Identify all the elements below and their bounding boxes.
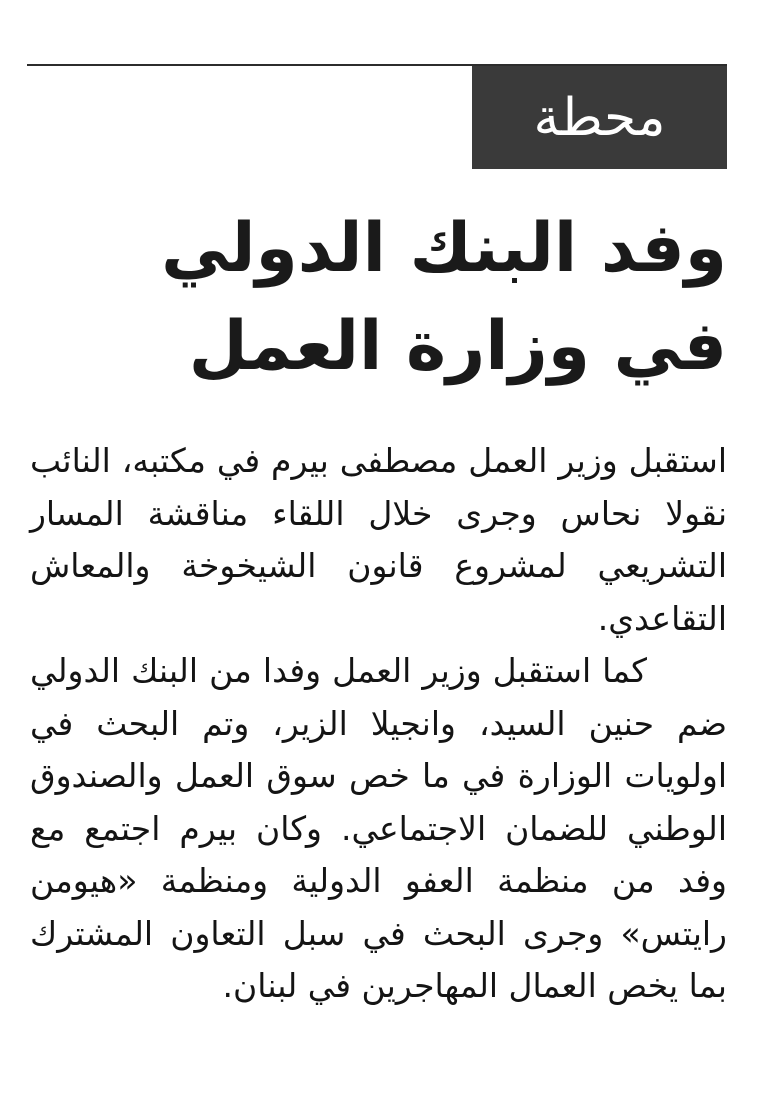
headline-line-1: وفد البنك الدولي: [161, 209, 727, 288]
article-paragraph-1: استقبل وزير العمل مصطفى بيرم في مكتبه، النائب نقولا نحاس وجرى خلال اللقاء مناقشة المسار التشريعي لمشروع قانون الشيخوخة والمعاش التقاعدي.: [30, 441, 727, 638]
section-label: محطة: [533, 87, 666, 148]
headline-line-2: في وزارة العمل: [188, 307, 727, 386]
article-paragraph-2: كما استقبل وزير العمل وفدا من البنك الدولي ضم حنين السيد، وانجيلا الزير، وتم البحث في اولويات الوزارة في ما خص سوق العمل والصندوق الوطني للضمان الاجتماعي. وكان بيرم اجتمع مع وفد من منظمة العفو الدولية ومنظمة «هيومن رايتس» وجرى البحث في سبل التعاون المشترك بما يخص العمال المهاجرين في لبنان.: [30, 651, 727, 1005]
article-body: [30, 435, 727, 1013]
article-headline: [127, 200, 727, 396]
section-label-box: [472, 66, 727, 169]
